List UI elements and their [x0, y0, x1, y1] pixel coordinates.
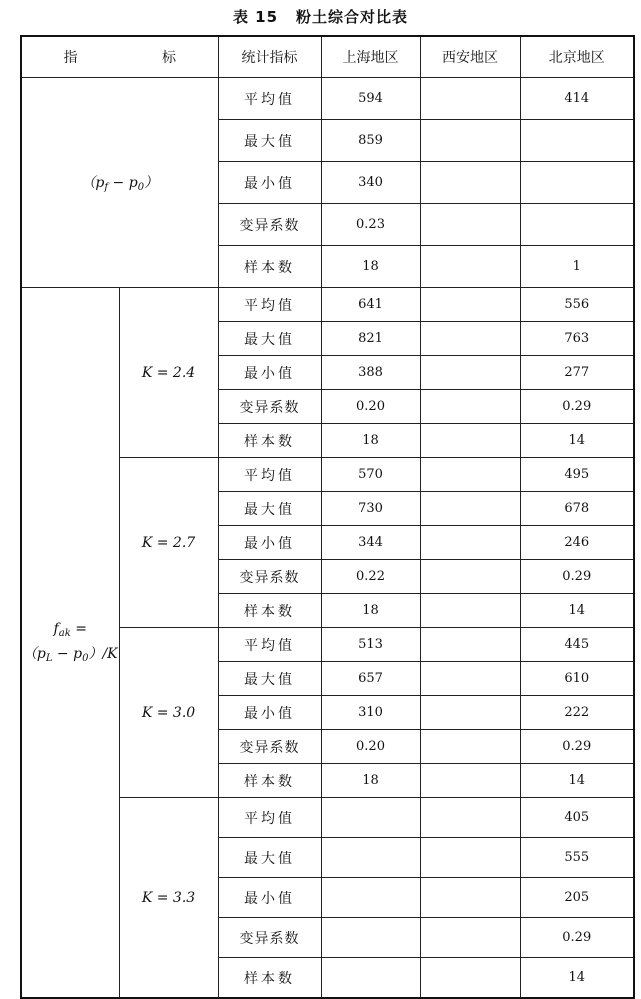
cell-beijing: 678 — [520, 492, 634, 526]
cell-xian — [420, 204, 520, 246]
cell-shanghai: 0.22 — [321, 560, 420, 594]
cell-xian — [420, 356, 520, 390]
cell-beijing: 277 — [520, 356, 634, 390]
k-value: K = 3.0 — [119, 628, 218, 798]
cell-xian — [420, 322, 520, 356]
cell-beijing: 205 — [520, 878, 634, 918]
cell-xian — [420, 424, 520, 458]
stat-label: 最大值 — [218, 322, 321, 356]
stat-label: 变异系数 — [218, 204, 321, 246]
stat-label: 平均值 — [218, 288, 321, 322]
stat-label: 样本数 — [218, 594, 321, 628]
cell-beijing: 763 — [520, 322, 634, 356]
stat-label: 样本数 — [218, 424, 321, 458]
cell-xian — [420, 120, 520, 162]
cell-beijing — [520, 204, 634, 246]
cell-shanghai: 0.23 — [321, 204, 420, 246]
cell-beijing: 555 — [520, 838, 634, 878]
cell-shanghai: 641 — [321, 288, 420, 322]
cell-xian — [420, 492, 520, 526]
cell-xian — [420, 918, 520, 958]
stat-label: 变异系数 — [218, 918, 321, 958]
stat-label: 样本数 — [218, 764, 321, 798]
header-beijing: 北京地区 — [520, 36, 634, 78]
cell-beijing: 1 — [520, 246, 634, 288]
cell-xian — [420, 696, 520, 730]
k-value: K = 2.7 — [119, 458, 218, 628]
cell-beijing: 222 — [520, 696, 634, 730]
cell-beijing — [520, 162, 634, 204]
cell-xian — [420, 878, 520, 918]
cell-shanghai: 344 — [321, 526, 420, 560]
cell-xian — [420, 764, 520, 798]
cell-beijing: 14 — [520, 958, 634, 999]
k-value: K = 2.4 — [119, 288, 218, 458]
table-title — [0, 6, 641, 27]
stat-label: 最大值 — [218, 838, 321, 878]
cell-shanghai: 18 — [321, 246, 420, 288]
indicator-fak-formula: $f_{ak}$ = $(p_L - p_0)/K$ — [21, 288, 119, 999]
cell-beijing: 495 — [520, 458, 634, 492]
stat-label: 最小值 — [218, 696, 321, 730]
cell-shanghai: 18 — [321, 764, 420, 798]
cell-beijing: 0.29 — [520, 390, 634, 424]
cell-xian — [420, 458, 520, 492]
stat-label: 平均值 — [218, 78, 321, 120]
cell-shanghai: 594 — [321, 78, 420, 120]
cell-beijing: 414 — [520, 78, 634, 120]
stat-label: 平均值 — [218, 458, 321, 492]
cell-beijing: 0.29 — [520, 560, 634, 594]
cell-shanghai: 821 — [321, 322, 420, 356]
cell-beijing: 0.29 — [520, 730, 634, 764]
cell-shanghai — [321, 798, 420, 838]
cell-beijing: 14 — [520, 594, 634, 628]
cell-beijing: 0.29 — [520, 918, 634, 958]
stat-label: 最小值 — [218, 878, 321, 918]
cell-shanghai — [321, 918, 420, 958]
cell-shanghai: 388 — [321, 356, 420, 390]
stat-label: 最小值 — [218, 526, 321, 560]
cell-xian — [420, 798, 520, 838]
cell-shanghai — [321, 838, 420, 878]
cell-shanghai: 340 — [321, 162, 420, 204]
header-indicator: 指 标 — [21, 36, 218, 78]
cell-shanghai: 0.20 — [321, 730, 420, 764]
cell-beijing — [520, 120, 634, 162]
header-row — [21, 36, 634, 78]
stat-label: 样本数 — [218, 958, 321, 999]
stat-label: 最大值 — [218, 662, 321, 696]
cell-xian — [420, 662, 520, 696]
cell-xian — [420, 288, 520, 322]
cell-shanghai — [321, 958, 420, 999]
indicator-pf-p0: $(p_f - p_0)$ — [21, 78, 218, 288]
cell-xian — [420, 628, 520, 662]
cell-shanghai: 18 — [321, 424, 420, 458]
cell-shanghai: 0.20 — [321, 390, 420, 424]
cell-xian — [420, 246, 520, 288]
cell-beijing: 14 — [520, 764, 634, 798]
cell-beijing: 445 — [520, 628, 634, 662]
cell-xian — [420, 958, 520, 999]
cell-xian — [420, 594, 520, 628]
cell-shanghai: 657 — [321, 662, 420, 696]
cell-xian — [420, 838, 520, 878]
cell-xian — [420, 78, 520, 120]
table-caption: 粉土综合对比表 — [296, 8, 409, 26]
stat-label: 变异系数 — [218, 560, 321, 594]
cell-shanghai — [321, 878, 420, 918]
stat-label: 变异系数 — [218, 730, 321, 764]
cell-beijing: 556 — [520, 288, 634, 322]
stat-label: 平均值 — [218, 628, 321, 662]
cell-xian — [420, 162, 520, 204]
stat-label: 样本数 — [218, 246, 321, 288]
cell-shanghai: 570 — [321, 458, 420, 492]
cell-xian — [420, 730, 520, 764]
table-number: 表 15 — [232, 8, 279, 26]
stat-label: 最小值 — [218, 162, 321, 204]
cell-beijing: 610 — [520, 662, 634, 696]
table-body — [21, 78, 634, 999]
cell-xian — [420, 526, 520, 560]
cell-beijing: 14 — [520, 424, 634, 458]
cell-shanghai: 310 — [321, 696, 420, 730]
cell-xian — [420, 390, 520, 424]
cell-shanghai: 859 — [321, 120, 420, 162]
cell-beijing: 405 — [520, 798, 634, 838]
header-xian: 西安地区 — [420, 36, 520, 78]
cell-shanghai: 513 — [321, 628, 420, 662]
table-row — [21, 78, 634, 120]
cell-beijing: 246 — [520, 526, 634, 560]
comparison-table — [20, 35, 635, 999]
header-shanghai: 上海地区 — [321, 36, 420, 78]
stat-label: 平均值 — [218, 798, 321, 838]
stat-label: 变异系数 — [218, 390, 321, 424]
k-value: K = 3.3 — [119, 798, 218, 999]
cell-shanghai: 18 — [321, 594, 420, 628]
table-row — [21, 288, 634, 322]
stat-label: 最大值 — [218, 120, 321, 162]
stat-label: 最小值 — [218, 356, 321, 390]
header-stat: 统计指标 — [218, 36, 321, 78]
stat-label: 最大值 — [218, 492, 321, 526]
cell-xian — [420, 560, 520, 594]
cell-shanghai: 730 — [321, 492, 420, 526]
